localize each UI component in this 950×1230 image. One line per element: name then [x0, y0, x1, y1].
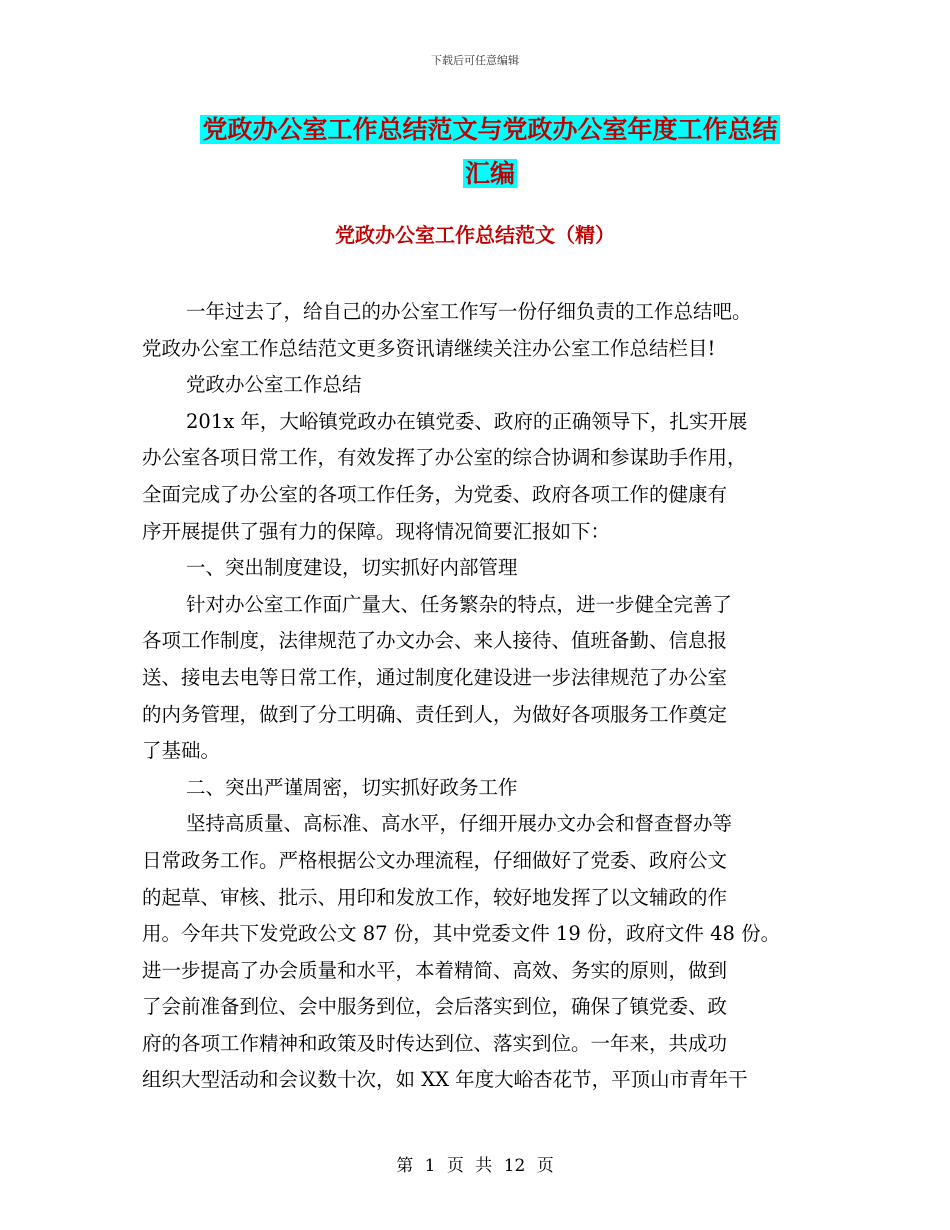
paragraph-line: 用。今年共下发党政公文 87 份，其中党委文件 19 份，政府文件 48 份。: [142, 922, 781, 946]
paragraph-line: 各项工作制度，法律规范了办文办会、来人接待、值班备勤、信息报: [142, 629, 728, 653]
document-title: [140, 108, 840, 196]
paragraph-line: 的起草、审核、批示、用印和发放工作，较好地发挥了以文辅政的作: [142, 885, 728, 909]
paragraph-line: 办公室各项日常工作，有效发挥了办公室的综合协调和参谋助手作用，: [142, 446, 747, 470]
subheading-line: 二、突出严谨周密，切实抓好政务工作: [186, 775, 518, 799]
paragraph-line: 日常政务工作。严格根据公文办理流程，仔细做好了党委、政府公文: [142, 848, 728, 872]
title-line-1: 党政办公室工作总结范文与党政办公室年度工作总结: [202, 115, 778, 144]
paragraph-line: 府的各项工作精神和政策及时传达到位、落实到位。一年来，共成功: [142, 1031, 728, 1055]
subheading-line: 党政办公室工作总结: [186, 373, 362, 397]
paragraph-line: 201x 年，大峪镇党政办在镇党委、政府的正确领导下，扎实开展: [186, 409, 748, 433]
paragraph-line: 的内务管理，做到了分工明确、责任到人，为做好各项服务工作奠定: [142, 702, 728, 726]
paragraph-line: 了基础。: [142, 739, 221, 763]
header-note: 下载后可任意编辑: [431, 54, 519, 67]
paragraph-line: 序开展提供了强有力的保障。现将情况简要汇报如下：: [142, 519, 611, 543]
paragraph-line: 针对办公室工作面广量大、任务繁杂的特点，进一步健全完善了: [186, 592, 733, 616]
title-line-2: 汇编: [464, 159, 515, 188]
paragraph-line: 进一步提高了办会质量和水平，本着精简、高效、务实的原则，做到: [142, 958, 728, 982]
paragraph-line: 全面完成了办公室的各项工作任务，为党委、政府各项工作的健康有: [142, 482, 728, 506]
paragraph-line: 了会前准备到位、会中服务到位，会后落实到位，确保了镇党委、政: [142, 995, 728, 1019]
body-text: [142, 294, 818, 1099]
paragraph-line: 一年过去了，给自己的办公室工作写一份仔细负责的工作总结吧。: [186, 300, 752, 323]
paragraph-line: 送、接电去电等日常工作，通过制度化建设进一步法律规范了办公室: [142, 665, 728, 689]
section-title: 党政办公室工作总结范文（精）: [335, 223, 615, 247]
subheading-line: 一、突出制度建设，切实抓好内部管理: [186, 556, 518, 580]
page-number-footer: 第 1 页 共 12 页: [396, 1156, 554, 1176]
paragraph-line: 党政办公室工作总结范文更多资讯请继续关注办公室工作总结栏目!: [142, 336, 716, 360]
paragraph-line: 坚持高质量、高标准、高水平，仔细开展办文办会和督查督办等: [186, 812, 733, 836]
paragraph-line: 组织大型活动和会议数十次，如 XX 年度大峪杏花节，平顶山市青年干: [142, 1068, 748, 1092]
